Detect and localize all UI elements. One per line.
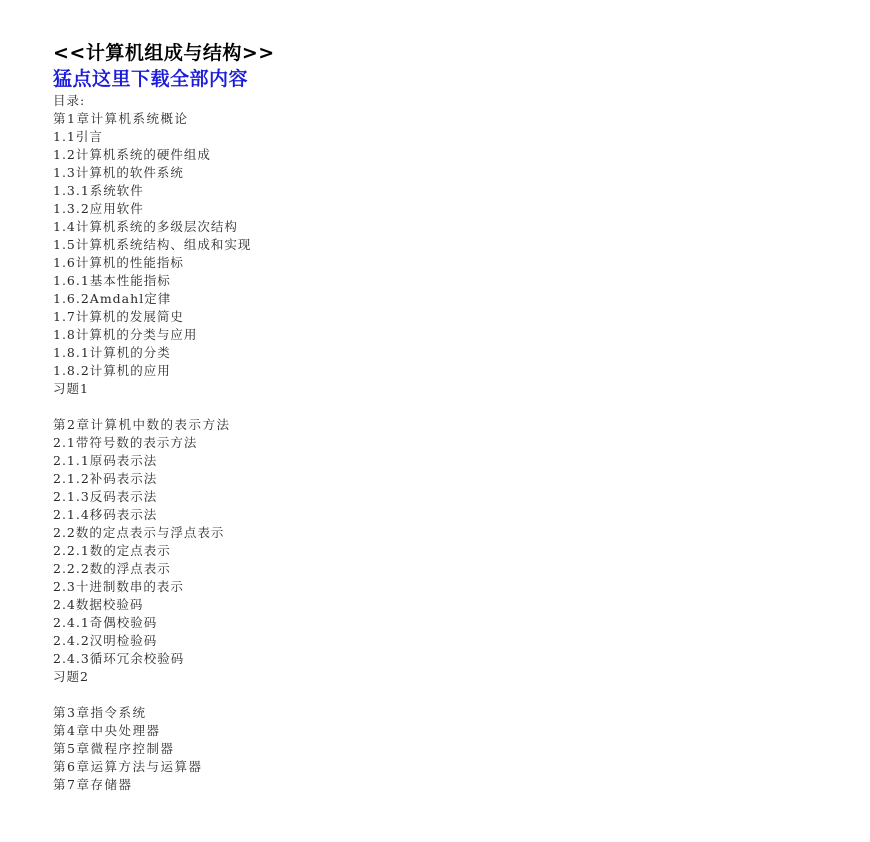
toc-entry-exercise: 习题1 [53, 381, 89, 396]
toc-entry-section: 2.1.1原码表示法 [53, 453, 158, 468]
toc-entry-section: 1.4计算机系统的多级层次结构 [53, 219, 238, 234]
toc-label: 目录: [53, 93, 86, 108]
toc-entry-chapter: 第5章微程序控制器 [53, 741, 175, 756]
toc-entry-chapter: 第6章运算方法与运算器 [53, 759, 203, 774]
toc-entry-section: 2.1.3反码表示法 [53, 489, 158, 504]
toc-entry-section: 1.6.1基本性能指标 [53, 273, 171, 288]
toc-entry-section: 1.3计算机的软件系统 [53, 165, 184, 180]
toc-entry-section: 2.1.4移码表示法 [53, 507, 158, 522]
toc-entry-section: 2.1.2补码表示法 [53, 471, 158, 486]
toc-entry-chapter: 第1章计算机系统概论 [53, 111, 189, 126]
toc-entry-section: 2.4.2汉明检验码 [53, 633, 158, 648]
toc-entry-chapter: 第2章计算机中数的表示方法 [53, 417, 231, 432]
toc-spacer [53, 398, 833, 416]
document-title: <<计算机组成与结构>> [53, 42, 275, 64]
toc-entry-section: 2.4数据校验码 [53, 597, 144, 612]
toc-entry-section: 1.5计算机系统结构、组成和实现 [53, 237, 252, 252]
toc-entry-section: 1.6计算机的性能指标 [53, 255, 184, 270]
toc-entry-section: 2.4.3循环冗余校验码 [53, 651, 185, 666]
toc-entry-chapter: 第3章指令系统 [53, 705, 147, 720]
toc-entry-section: 1.3.1系统软件 [53, 183, 144, 198]
toc-entry-section: 1.8计算机的分类与应用 [53, 327, 198, 342]
toc-entry-section: 2.1带符号数的表示方法 [53, 435, 198, 450]
table-of-contents [53, 110, 833, 794]
download-all-link[interactable]: 猛点这里下载全部内容 [53, 68, 249, 90]
toc-entry-section: 1.3.2应用软件 [53, 201, 144, 216]
toc-entry-exercise: 习题2 [53, 669, 89, 684]
toc-spacer [53, 686, 833, 704]
toc-entry-section: 1.6.2Amdahl定律 [53, 291, 172, 306]
toc-entry-section: 2.4.1奇偶校验码 [53, 615, 158, 630]
toc-entry-section: 1.8.2计算机的应用 [53, 363, 171, 378]
toc-entry-chapter: 第7章存储器 [53, 777, 133, 792]
toc-entry-section: 1.8.1计算机的分类 [53, 345, 171, 360]
toc-entry-section: 2.2.2数的浮点表示 [53, 561, 171, 576]
toc-entry-section: 2.2.1数的定点表示 [53, 543, 171, 558]
toc-entry-section: 1.2计算机系统的硬件组成 [53, 147, 211, 162]
toc-entry-chapter: 第4章中央处理器 [53, 723, 161, 738]
toc-entry-section: 1.7计算机的发展简史 [53, 309, 184, 324]
toc-entry-section: 1.1引言 [53, 129, 103, 144]
document-page [53, 40, 833, 794]
toc-entry-section: 2.3十进制数串的表示 [53, 579, 184, 594]
toc-entry-section: 2.2数的定点表示与浮点表示 [53, 525, 225, 540]
